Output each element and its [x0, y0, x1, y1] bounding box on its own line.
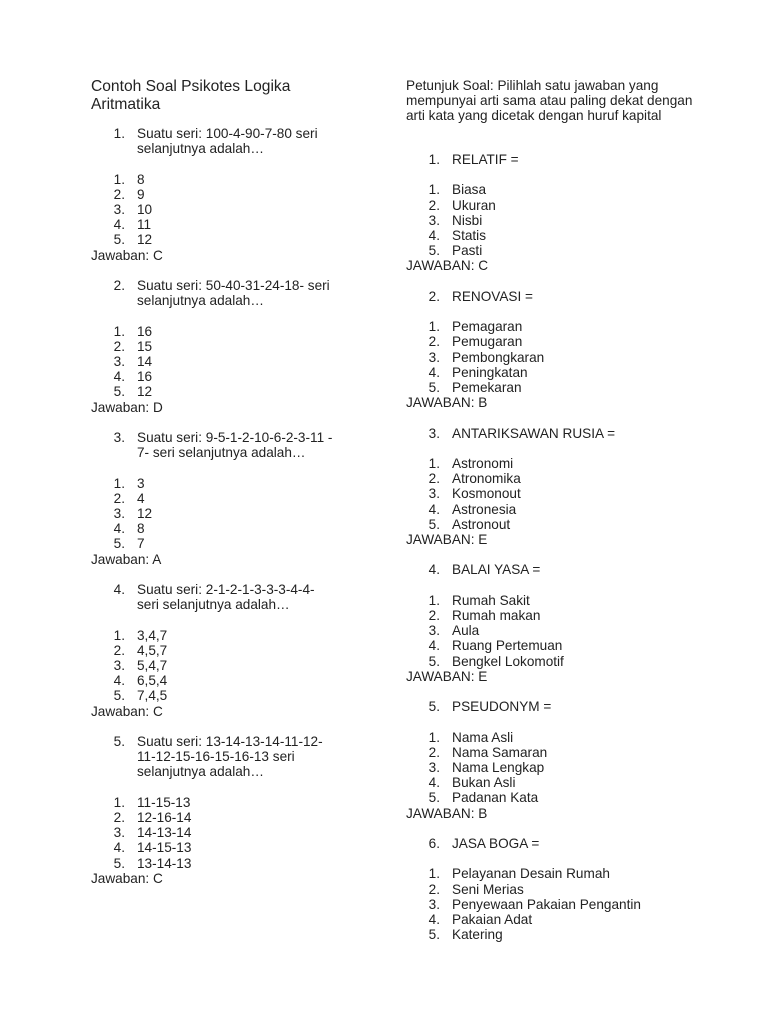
option-number: 5. — [113, 384, 125, 400]
option-number: 3. — [428, 623, 440, 639]
question-text: RENOVASI = — [452, 288, 533, 304]
option-number: 3. — [113, 506, 125, 521]
option-text: Pasti — [452, 243, 483, 259]
option-text: 15 — [137, 338, 153, 354]
answer-label: Jawaban: C — [91, 703, 163, 719]
option-text: 10 — [137, 202, 153, 217]
option-text: Rumah Sakit — [452, 592, 530, 608]
option-text: 11-15-13 — [137, 794, 191, 810]
option-text: 11 — [137, 217, 152, 233]
option-text: Pakaian Adat — [452, 912, 533, 927]
option-text: Astronesia — [452, 501, 517, 517]
option-text: 8 — [137, 171, 145, 187]
question-number: 5. — [113, 734, 125, 749]
option-number: 2. — [428, 608, 440, 623]
option-number: 3. — [428, 486, 440, 502]
option-number: 2. — [428, 471, 440, 487]
question-number: 3. — [113, 430, 125, 445]
option-text: Astronout — [452, 516, 511, 532]
option-text: Peningkatan — [452, 364, 528, 380]
option-number: 4. — [428, 228, 440, 243]
option-text: 4 — [137, 490, 145, 506]
option-number: 4. — [428, 638, 440, 654]
option-number: 1. — [113, 323, 125, 339]
option-number: 4. — [428, 364, 440, 380]
answer-label: JAWABAN: C — [406, 258, 489, 274]
option-number: 2. — [428, 334, 440, 350]
option-text: 16 — [137, 369, 153, 385]
option-number: 5. — [113, 536, 125, 552]
option-text: Nama Samaran — [452, 744, 548, 760]
option-text: 14-15-13 — [137, 840, 192, 856]
option-text: Astronomi — [452, 456, 514, 471]
question-text: selanjutnya adalah… — [137, 141, 264, 157]
option-number: 5. — [428, 927, 440, 943]
option-text: 12 — [137, 506, 153, 521]
option-number: 4. — [113, 217, 125, 233]
option-number: 2. — [113, 810, 125, 825]
question-text: RELATIF = — [452, 152, 519, 167]
option-number: 1. — [113, 171, 125, 187]
option-text: 6,5,4 — [137, 673, 168, 689]
option-number: 5. — [113, 688, 125, 704]
option-number: 5. — [428, 653, 440, 669]
option-number: 5. — [113, 855, 125, 871]
question-number: 1. — [428, 152, 440, 167]
option-number: 3. — [428, 349, 440, 365]
option-number: 4. — [428, 912, 440, 927]
option-number: 5. — [428, 380, 440, 395]
option-text: Biasa — [452, 182, 487, 198]
option-number: 3. — [428, 760, 440, 775]
option-number: 4. — [428, 775, 440, 791]
option-number: 4. — [113, 521, 125, 537]
option-text: 14 — [137, 354, 153, 369]
option-number: 4. — [113, 369, 125, 385]
answer-label: JAWABAN: E — [406, 668, 488, 684]
option-text: Atronomika — [452, 471, 521, 487]
option-text: Bengkel Lokomotif — [452, 653, 564, 669]
option-text: Rumah makan — [452, 608, 541, 623]
question-text: Suatu seri: 50-40-31-24-18- seri — [137, 278, 330, 293]
answer-label: JAWABAN: E — [406, 532, 488, 547]
answer-label: Jawaban: C — [91, 247, 163, 263]
question-text: PSEUDONYM = — [452, 699, 552, 715]
option-text: 3 — [137, 475, 145, 491]
answer-label: Jawaban: D — [91, 399, 163, 415]
question-number: 2. — [428, 288, 440, 304]
option-text: Pemagaran — [452, 319, 523, 335]
option-text: Nisbi — [452, 212, 483, 228]
option-number: 5. — [428, 516, 440, 532]
option-number: 3. — [428, 212, 440, 228]
option-number: 1. — [113, 627, 125, 643]
question-number: 6. — [428, 836, 440, 851]
question-text: 7- seri selanjutnya adalah… — [137, 445, 306, 461]
option-number: 2. — [113, 186, 125, 202]
option-text: Pemekaran — [452, 380, 522, 395]
option-text: Kosmonout — [452, 486, 521, 502]
option-text: 12 — [137, 232, 153, 248]
option-number: 5. — [428, 243, 440, 259]
option-number: 3. — [113, 202, 125, 217]
option-text: 9 — [137, 186, 145, 202]
option-text: Seni Merias — [452, 881, 524, 897]
question-text: selanjutnya adalah… — [137, 293, 264, 309]
option-number: 1. — [428, 729, 440, 745]
option-text: Aula — [452, 623, 480, 639]
question-text: ANTARIKSAWAN RUSIA = — [452, 425, 616, 441]
option-number: 4. — [113, 673, 125, 689]
option-text: 5,4,7 — [137, 658, 168, 673]
option-number: 1. — [428, 456, 440, 471]
option-number: 2. — [113, 338, 125, 354]
option-number: 2. — [428, 881, 440, 897]
option-text: Bukan Asli — [452, 775, 516, 791]
answer-label: Jawaban: A — [91, 551, 162, 567]
option-number: 3. — [113, 825, 125, 841]
option-text: Padanan Kata — [452, 790, 539, 806]
option-number: 1. — [113, 794, 125, 810]
option-text: 7,4,5 — [137, 688, 168, 704]
question-number: 3. — [428, 425, 440, 441]
option-number: 4. — [428, 501, 440, 517]
question-text: Suatu seri: 9-5-1-2-10-6-2-3-11 - — [137, 430, 333, 445]
option-number: 4. — [113, 840, 125, 856]
option-text: Nama Lengkap — [452, 760, 545, 775]
option-number: 5. — [428, 790, 440, 806]
option-text: Ukuran — [452, 197, 496, 213]
option-text: Nama Asli — [452, 729, 514, 745]
question-number: 4. — [113, 582, 125, 597]
answer-label: JAWABAN: B — [406, 805, 488, 821]
option-text: Pelayanan Desain Rumah — [452, 866, 610, 882]
question-text: Suatu seri: 2-1-2-1-3-3-3-4-4- — [137, 582, 315, 597]
answer-label: JAWABAN: B — [406, 395, 488, 411]
option-text: 3,4,7 — [137, 627, 168, 643]
option-text: 12-16-14 — [137, 810, 192, 825]
option-number: 2. — [113, 642, 125, 658]
option-number: 3. — [113, 354, 125, 369]
option-number: 3. — [428, 896, 440, 912]
option-number: 1. — [113, 475, 125, 491]
option-text: 13-14-13 — [137, 855, 192, 871]
option-number: 3. — [113, 658, 125, 673]
option-number: 2. — [428, 197, 440, 213]
question-text: Suatu seri: 100-4-90-7-80 seri — [137, 126, 318, 141]
option-text: 16 — [137, 323, 153, 339]
answer-label: Jawaban: C — [91, 870, 163, 886]
question-text: BALAI YASA = — [452, 562, 541, 578]
option-number: 1. — [428, 182, 440, 198]
question-text: JASA BOGA = — [452, 836, 540, 851]
option-text: Pembongkaran — [452, 349, 545, 365]
option-text: 14-13-14 — [137, 825, 192, 841]
option-text: 4,5,7 — [137, 642, 168, 658]
question-text: Suatu seri: 13-14-13-14-11-12- — [137, 734, 323, 749]
question-number: 4. — [428, 562, 440, 578]
option-number: 1. — [428, 592, 440, 608]
option-number: 2. — [113, 490, 125, 506]
option-text: Penyewaan Pakaian Pengantin — [452, 896, 641, 912]
option-text: Statis — [452, 228, 486, 243]
option-number: 1. — [428, 866, 440, 882]
question-number: 5. — [428, 699, 440, 715]
page-title: Contoh Soal Psikotes Logika Aritmatika — [91, 78, 291, 113]
option-text: 8 — [137, 521, 145, 537]
question-text: 11-12-15-16-15-16-13 seri — [137, 749, 295, 765]
option-number: 5. — [113, 232, 125, 248]
question-text: selanjutnya adalah… — [137, 764, 264, 780]
option-text: 7 — [137, 536, 145, 552]
option-number: 2. — [428, 744, 440, 760]
instruction-text: Petunjuk Soal: Pilihlah satu jawaban yang mempunyai arti sama atau paling dekat dengan arti kata yang dicetak dengan huruf kapital — [406, 78, 693, 124]
question-text: seri selanjutnya adalah… — [137, 597, 290, 613]
question-number: 1. — [113, 126, 125, 141]
option-text: 12 — [137, 384, 153, 400]
option-text: Katering — [452, 927, 503, 943]
question-number: 2. — [113, 278, 125, 293]
option-number: 1. — [428, 319, 440, 335]
option-text: Pemugaran — [452, 334, 523, 350]
option-text: Ruang Pertemuan — [452, 638, 563, 654]
